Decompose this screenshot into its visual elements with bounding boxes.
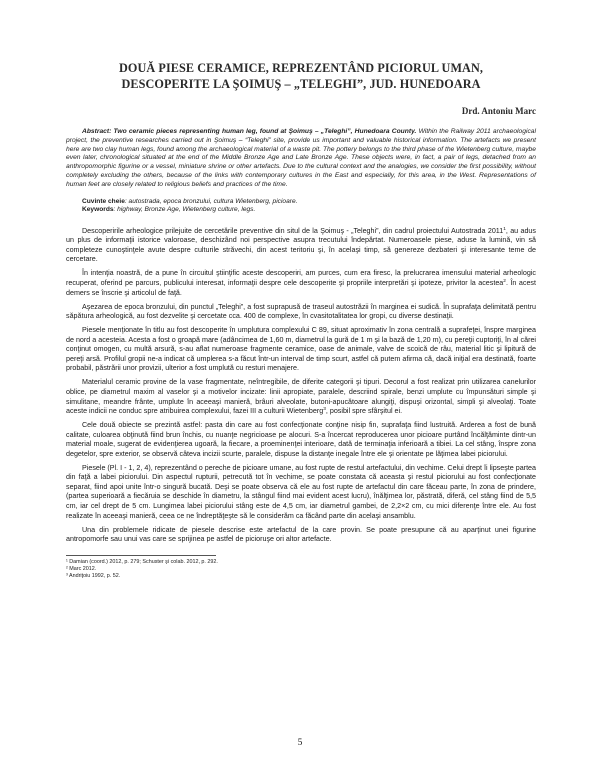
footnote-1: ¹ Damian (coord.) 2012, p. 279; Schuster şi colab. 2012, p. 292. bbox=[66, 558, 218, 565]
keywords-en bbox=[82, 206, 536, 215]
keywords-ro-label: Cuvinte cheie bbox=[82, 197, 125, 205]
paragraph bbox=[66, 227, 536, 265]
paragraph-text-cont: . În acest demers se înscrie şi articolul de faţă. bbox=[66, 279, 536, 297]
paragraph-text: Una din problemele ridicate de piesele descrise este artefactul de la care provin. Se poate presupune că au aparţinut unei figurine antropomorfe sau unui vas care se sprijinea pe astfel de picioruşe ori altor artefacte. bbox=[66, 525, 536, 544]
paper-page bbox=[66, 60, 536, 580]
keywords-ro-value: : autostrada, epoca bronzului, cultura Wietenberg, picioare. bbox=[124, 197, 298, 205]
footnote-2: ² Marc 2012. bbox=[66, 565, 97, 572]
footnote-ref: 2 bbox=[503, 279, 506, 284]
abstract-text: Within the Railway 2011 archaeological project, the preventive researches carried out in Şoimuş – “Teleghi” site, provide us important and valuable historical information. The artefacts we present here are two clay human legs, found among the archaeological material of a waste pit. The pottery belongs to the third phase of the Wietenberg culture, maybe even later, chronological situated at the end of the Middle Bronze Age and Late Bronze Age. These objects were, in fact, a pair of legs, detached from an anthropomorphic figurine or a vessel, miniature shrine or other artefacts. Due to the cultural context and the analogies, we consider the first possibility, without completely excluding the others, because of the links with contemporary cultures in the East and especially, for this area, in the West. Representations of human feet are closely related to religious beliefs and practices of the time. bbox=[66, 128, 536, 188]
paragraph-text: Descoperirile arheologice prilejuite de cercetările preventive din situl de la Şoimuş - „Teleghi”, din cadrul proiectului Autostrada 2011 bbox=[82, 226, 504, 235]
paragraph-text: Aşezarea de epoca bronzului, din punctul „Teleghi”, a fost suprapusă de traseul autostrăzii în marginea ei sudică. În suprafaţa delimitată pentru săpătura arheologică, au fost dezvelite şi cercetate cca. 400 de complexe, în cvasitotalitatea lor gropi, cu diverse destinaţii. bbox=[66, 302, 536, 321]
paragraph bbox=[66, 378, 536, 416]
paragraph-text-cont: , posibil spre sfârşitul ei. bbox=[325, 407, 403, 416]
author-name: Drd. Antoniu Marc bbox=[461, 106, 536, 116]
paragraph-text: Cele două obiecte se prezintă astfel: pasta din care au fost confecţionate conţine nisip fin, suprafaţa fiind lustruită. Arderea a fost de bună calitate, culoarea obţinută fiind brun închis, cu nuanţe negricioase pe alocuri. S-a încercat reproducerea unor picioare purtând încălţăminte dintr-un material moale, sugerat de evidenţierea ugoară, la fiecare, a proeminenţei interioare, dată de terminaţia inferioară a tibiei. La cel stâng, înspre zona degetelor, spre exterior, se observă câteva incizii scurte, paralele, dispuse la distanţe inegale între ele şi orientate pe lăţimea labei piciorului. bbox=[66, 421, 536, 458]
paragraph bbox=[66, 464, 536, 521]
keywords-block bbox=[82, 198, 536, 215]
paragraph bbox=[66, 421, 536, 459]
title-line-1: DOUĂ PIESE CERAMICE, REPREZENTÂND PICIORUL UMAN, bbox=[118, 61, 484, 75]
paragraph-text: Piesele menţionate în titlu au fost descoperite în umplutura complexului C 89, situat aproximativ în zona centrală a suprafeţei, înspre marginea de nord a acesteia. Acesta a fost o groapă mare (adâncimea de 1,60 m, diametrul la gură de 1 m şi la bază de 1,20 m), cu pereţii cuptoriţi, în al cărei conţinut omogen, cu multă arsură, s-au aflat numeroase fragmente ceramice, oase de animale, valve de scoică de râu, material litic şi lipitură de pereţi arsă. Profilul gropii ne-a indicat că umplerea s-a făcut într-un interval de timp scurt, astfel că putem afirma că, dacă iniţial era destinată, foarte probabil, păstrării unor provizii, ulterior a fost umplută cu resturi menajere. bbox=[66, 326, 536, 373]
paragraph-text: În intenţia noastră, de a pune în circuitul ştiinţific aceste descoperiri, am purces, cum era firesc, la prelucrarea imensului material arheologic recuperat, oferind pe parcurs, publicului interesat, informaţii despre cele descoperite şi propriile interpretări şi ipoteze, privitor la acestea bbox=[66, 269, 536, 287]
article-body bbox=[66, 227, 536, 545]
abstract-lead: Abstract: Two ceramic pieces representing human leg, found at Şoimuş – „Teleghi”, Hunedoara County. bbox=[82, 128, 417, 135]
abstract bbox=[66, 128, 536, 190]
footnote-3: ³ Andriţoiu 1992, p. 52. bbox=[66, 572, 121, 579]
paragraph-text: Piesele (Pl. I - 1, 2, 4), reprezentând o pereche de picioare umane, au fost rupte de restul artefactului, din vechime. Celui drept îi lipseşte partea din faţă a labei piciorului. Din aspectul rupturii, petrecută tot în vechime, se poate constata că aceasta şi restul piciorului au fost confecţionate separat, fiind apoi unite într-o singură bucată. Deşi se poate observa că ele au fost rupte de artefactul din care făceau parte, în zona de prindere, (partea superioară a fiecăruia se deschide în diametru, la stângul fiind mai evident acest lucru), înălţimea lor, păstrată, diferă, cel stâng fiind de 5,5 cm, iar cel drept de 5 cm. Lungimea labei piciorului stâng este de 4,5 cm, iar diametrul gambei, de 2,2×2 cm, cu mici diferenţe între ele. Au fost realizate în aceeaşi manieră, ceea ce ne îndreptăţeşte să le considerăm ca făcând parte din acelaşi ansamblu. bbox=[66, 463, 536, 520]
keywords-ro bbox=[82, 198, 536, 207]
footnotes bbox=[66, 559, 536, 580]
footnote-ref: 1 bbox=[503, 226, 506, 232]
footnote-ref: 3 bbox=[323, 407, 326, 413]
keywords-en-label: Keywords bbox=[82, 206, 114, 214]
paragraph bbox=[66, 303, 536, 322]
paragraph bbox=[66, 526, 536, 545]
paragraph bbox=[66, 326, 536, 374]
article-title bbox=[66, 60, 536, 92]
page-number: 5 bbox=[297, 738, 303, 748]
paragraph bbox=[66, 269, 536, 298]
paragraph-text: Materialul ceramic provine de la vase fragmentate, neîntregibile, de diferite categorii şi tipuri. Decorul a fost realizat prin utilizarea canelurilor oblice, pe diametrul maxim al vaselor şi a motivelor incizate: linii apropiate, paralele, descriind spirale, benzi umplute cu împunsături simple şi simulitane, meandre frânte, umplute în aceeaşi manieră, brâuri alveolate, butoni-apucătoare alungiţi, dispuşi orizontal, simpli şi alveolaţi. Toate aceste indicii ne conduc spre atribuirea complexului, fazei III a culturii Wietenberg bbox=[66, 378, 536, 416]
footnote-separator bbox=[66, 555, 216, 556]
paragraph-text-cont: , au adus un plus de informaţii istorice valoroase, deschizând noi perspective asupra trecutului îndepărtat. Numeroasele piese, aduse la lumină, vin să completeze cunoştinţele avute despre culturile străvechi, din acest teritoriu şi, în acelaşi timp, să genereze dezbateri şi interesante teme de cercetare. bbox=[66, 226, 536, 264]
title-line-2: DESCOPERITE LA ŞOIMUŞ – „TELEGHI”, JUD. HUNEDOARA bbox=[121, 77, 481, 91]
keywords-en-value: : highway, Bronze Age, Wietenberg culture, legs. bbox=[113, 206, 256, 214]
